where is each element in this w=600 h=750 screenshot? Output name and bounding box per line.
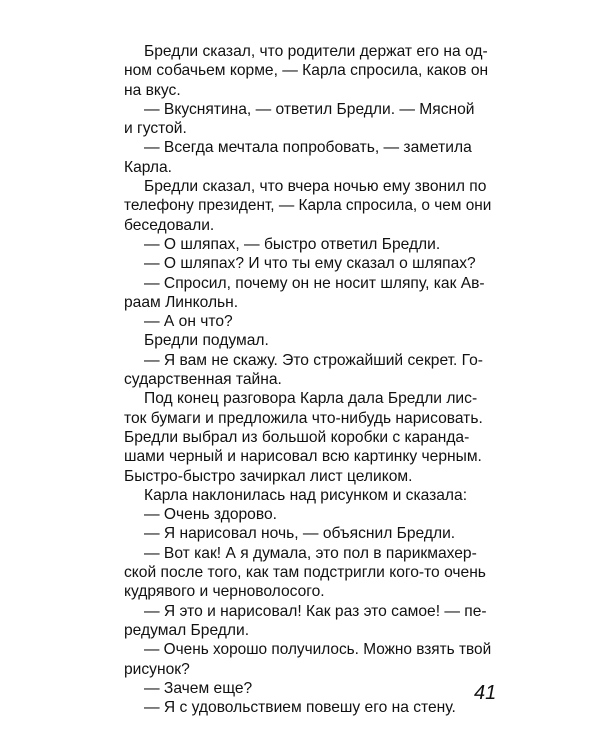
text-line: Карла наклонилась над рисунком и сказала: [144,486,468,504]
text-line: Карла. [124,158,172,176]
text-line: раам Линкольн. [124,293,239,311]
text-line: на вкус. [124,81,181,99]
text-line: ской после того, как там подстригли кого-то очень [124,564,486,582]
text-line: и густой. [124,120,187,138]
text-line: беседовали. [124,216,215,234]
text-line: — Вкуснятина, — ответил Бредли. — Мясной [144,100,475,118]
text-line: рисунок? [124,660,190,678]
body-text [124,42,492,717]
page-number: 41 [474,682,497,704]
text-line: Быстро-быстро зачиркал лист целиком. [124,467,413,485]
text-line: сударственная тайна. [124,371,282,389]
text-line: ток бумаги и предложила что-нибудь нарисовать. [124,409,483,427]
text-line: Под конец разговора Карла дала Бредли лис- [144,390,478,408]
text-line: — Я это и нарисовал! Как раз это самое! — пе- [144,602,487,620]
text-line: Бредли сказал, что вчера ночью ему звонил по [144,178,487,196]
text-line: — Зачем еще? [144,679,253,697]
text-line: — Я вам не скажу. Это строжайший секрет. Го- [144,351,483,369]
text-line: — О шляпах? И что ты ему сказал о шляпах? [144,255,476,273]
text-line: ном собачьем корме, — Карла спросила, каков он [124,62,489,80]
text-line: — Я нарисовал ночь, — объяснил Бредли. [144,525,456,543]
text-line: — Спросил, почему он не носит шляпу, как Ав- [144,274,485,292]
text-line: Бредли выбрал из большой коробки с каранда- [124,428,470,446]
text-line: телефону президент, — Карла спросила, о чем они [124,197,492,215]
text-line: Бредли подумал. [144,332,269,350]
text-line: кудрявого и черноволосого. [124,583,325,601]
text-line: — Я с удовольствием повешу его на стену. [144,699,456,717]
text-line: — Очень хорошо получилось. Можно взять твой [144,641,492,659]
text-line: шами черный и нарисовал всю картинку черным. [124,448,482,466]
text-line: — О шляпах, — быстро ответил Бредли. [144,235,441,253]
text-line: Бредли сказал, что родители держат его на од- [144,43,488,60]
text-line: — Очень здорово. [144,506,277,524]
text-line: — Всегда мечтала попробовать, — заметила [144,139,472,157]
text-line: — А он что? [144,313,233,331]
text-line: редумал Бредли. [124,621,250,639]
text-line: — Вот как! А я думала, это пол в парикмахер- [144,544,477,562]
